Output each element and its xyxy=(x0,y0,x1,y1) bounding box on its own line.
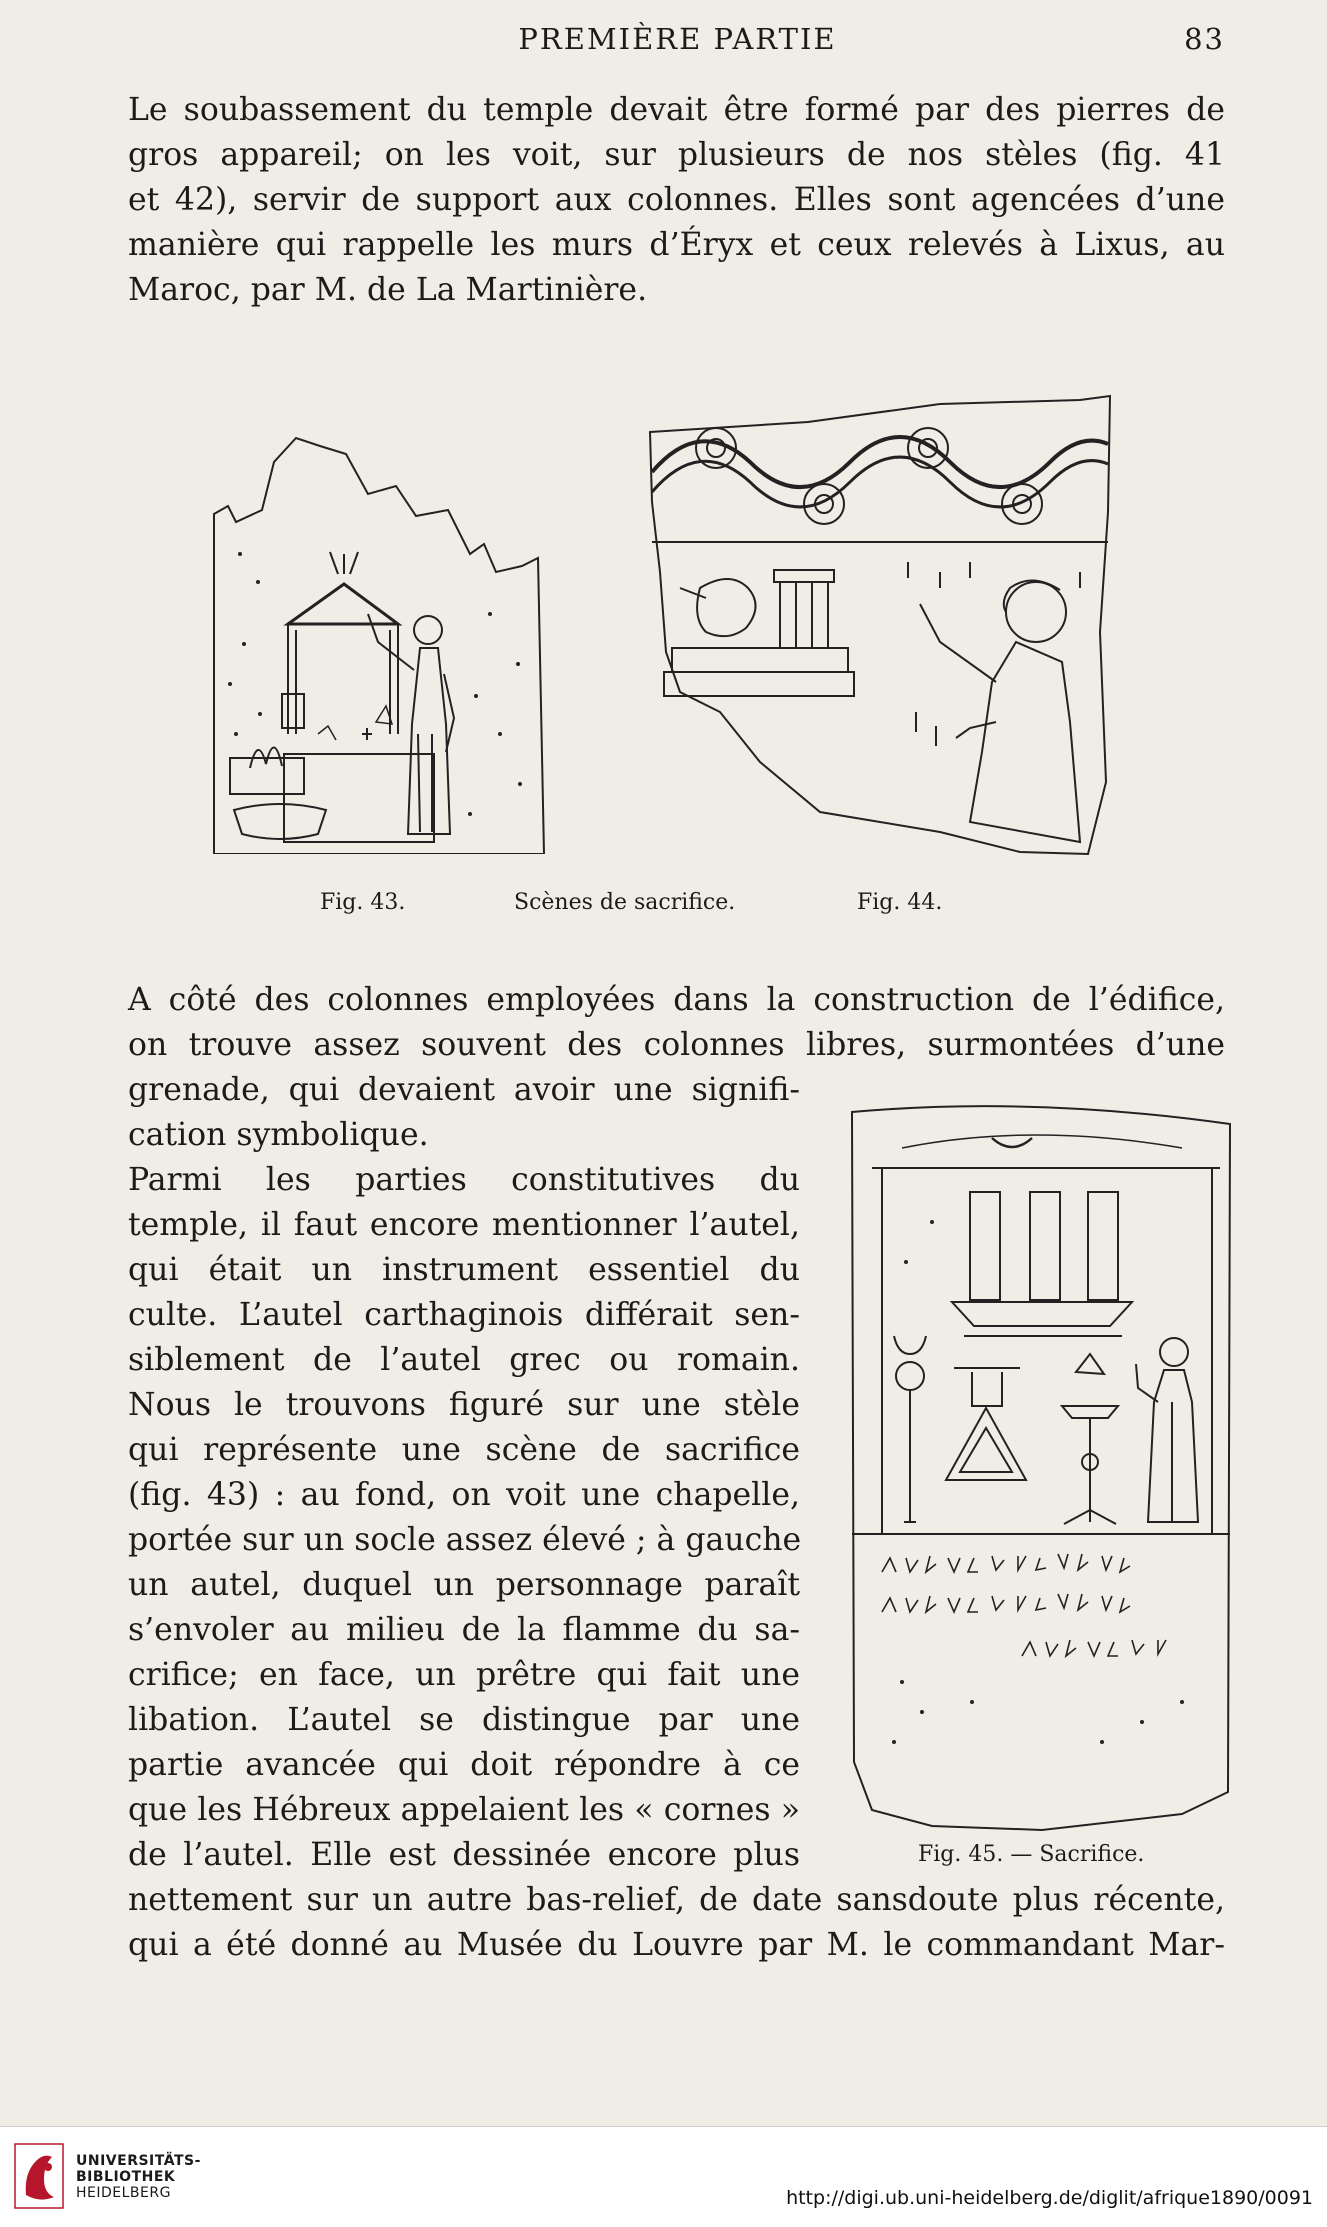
text-line: que les Hébreux appelaient les « cornes » xyxy=(128,1792,800,1828)
figure-45-sacrifice-stele xyxy=(842,1102,1232,1842)
text-line: s’envoler au milieu de la flamme du sa- xyxy=(128,1612,800,1648)
text-line: Le soubassement du temple devait être formé par des pierres de xyxy=(128,92,1225,128)
text-line: grenade, qui devaient avoir une signifi- xyxy=(128,1072,800,1108)
text-line: qui était un instrument essentiel du xyxy=(128,1252,800,1288)
text-line: on trouve assez souvent des colonnes libres, surmontées d’une xyxy=(128,1027,1225,1063)
university-seal-icon xyxy=(14,2143,64,2209)
text-line: gros appareil; on les voit, sur plusieurs de nos stèles (fig. 41 xyxy=(128,137,1225,173)
text-line: un autel, duquel un personnage paraît xyxy=(128,1567,800,1603)
figure-43-stele-drawing xyxy=(200,434,552,854)
text-line: crifice; en face, un prêtre qui fait une xyxy=(128,1657,800,1693)
fig43-label: Fig. 43. xyxy=(320,890,406,915)
text-line: culte. L’autel carthaginois différait sen- xyxy=(128,1297,800,1333)
text-line: portée sur un socle assez élevé ; à gauche xyxy=(128,1522,802,1558)
paragraph-colonnes xyxy=(128,978,1225,1068)
logo-line-1: UNIVERSITÄTS- xyxy=(76,2153,201,2169)
scenes-caption: Scènes de sacrifice. xyxy=(514,890,736,915)
figure-44-relief-drawing xyxy=(640,392,1122,862)
text-line: Nous le trouvons figuré sur une stèle xyxy=(128,1387,800,1423)
text-line: manière qui rappelle les murs d’Éryx et ceux relevés à Lixus, au xyxy=(128,227,1225,263)
text-line: temple, il faut encore mentionner l’autel, xyxy=(128,1207,800,1243)
source-url-link[interactable]: http://digi.ub.uni-heidelberg.de/diglit/afrique1890/0091 xyxy=(786,2187,1313,2209)
text-line: de l’autel. Elle est dessinée encore plus xyxy=(128,1837,800,1873)
text-line: cation symbolique. xyxy=(128,1117,429,1153)
paragraph-soubassement xyxy=(128,88,1225,313)
running-head xyxy=(130,22,1225,66)
logo-line-3: HEIDELBERG xyxy=(76,2185,171,2201)
fig44-label: Fig. 44. xyxy=(857,890,943,915)
text-line: libation. L’autel se distingue par une xyxy=(128,1702,800,1738)
page-title: PREMIÈRE PARTIE xyxy=(518,22,837,56)
text-line: Parmi les parties constitutives du xyxy=(128,1162,800,1198)
text-line: et 42), servir de support aux colonnes. Elles sont agencées d’une xyxy=(128,182,1225,218)
text-line: A côté des colonnes employées dans la construction de l’édifice, xyxy=(128,982,1225,1018)
text-line: siblement de l’autel grec ou romain. xyxy=(128,1342,800,1378)
fig45-caption: Fig. 45. — Sacrifice. xyxy=(918,1842,1145,1867)
paragraph-autel-cont xyxy=(128,1878,1225,1968)
page-number: 83 xyxy=(1184,22,1225,56)
text-line: Maroc, par M. de La Martinière. xyxy=(128,272,648,308)
text-line: (fig. 43) : au fond, on voit une chapelle, xyxy=(128,1477,800,1513)
library-footer xyxy=(0,2126,1327,2227)
paragraph-colonnes-cont xyxy=(128,1068,800,1158)
library-logo-text xyxy=(76,2153,201,2201)
paragraph-autel xyxy=(128,1158,800,1878)
text-line: nettement sur un autre bas-relief, de date sansdoute plus récente, xyxy=(128,1882,1225,1918)
text-line: qui a été donné au Musée du Louvre par M. le commandant Mar- xyxy=(128,1927,1225,1963)
text-line: partie avancée qui doit répondre à ce xyxy=(128,1747,800,1783)
text-line: qui représente une scène de sacrifice xyxy=(128,1432,800,1468)
logo-line-2: BIBLIOTHEK xyxy=(76,2169,176,2185)
